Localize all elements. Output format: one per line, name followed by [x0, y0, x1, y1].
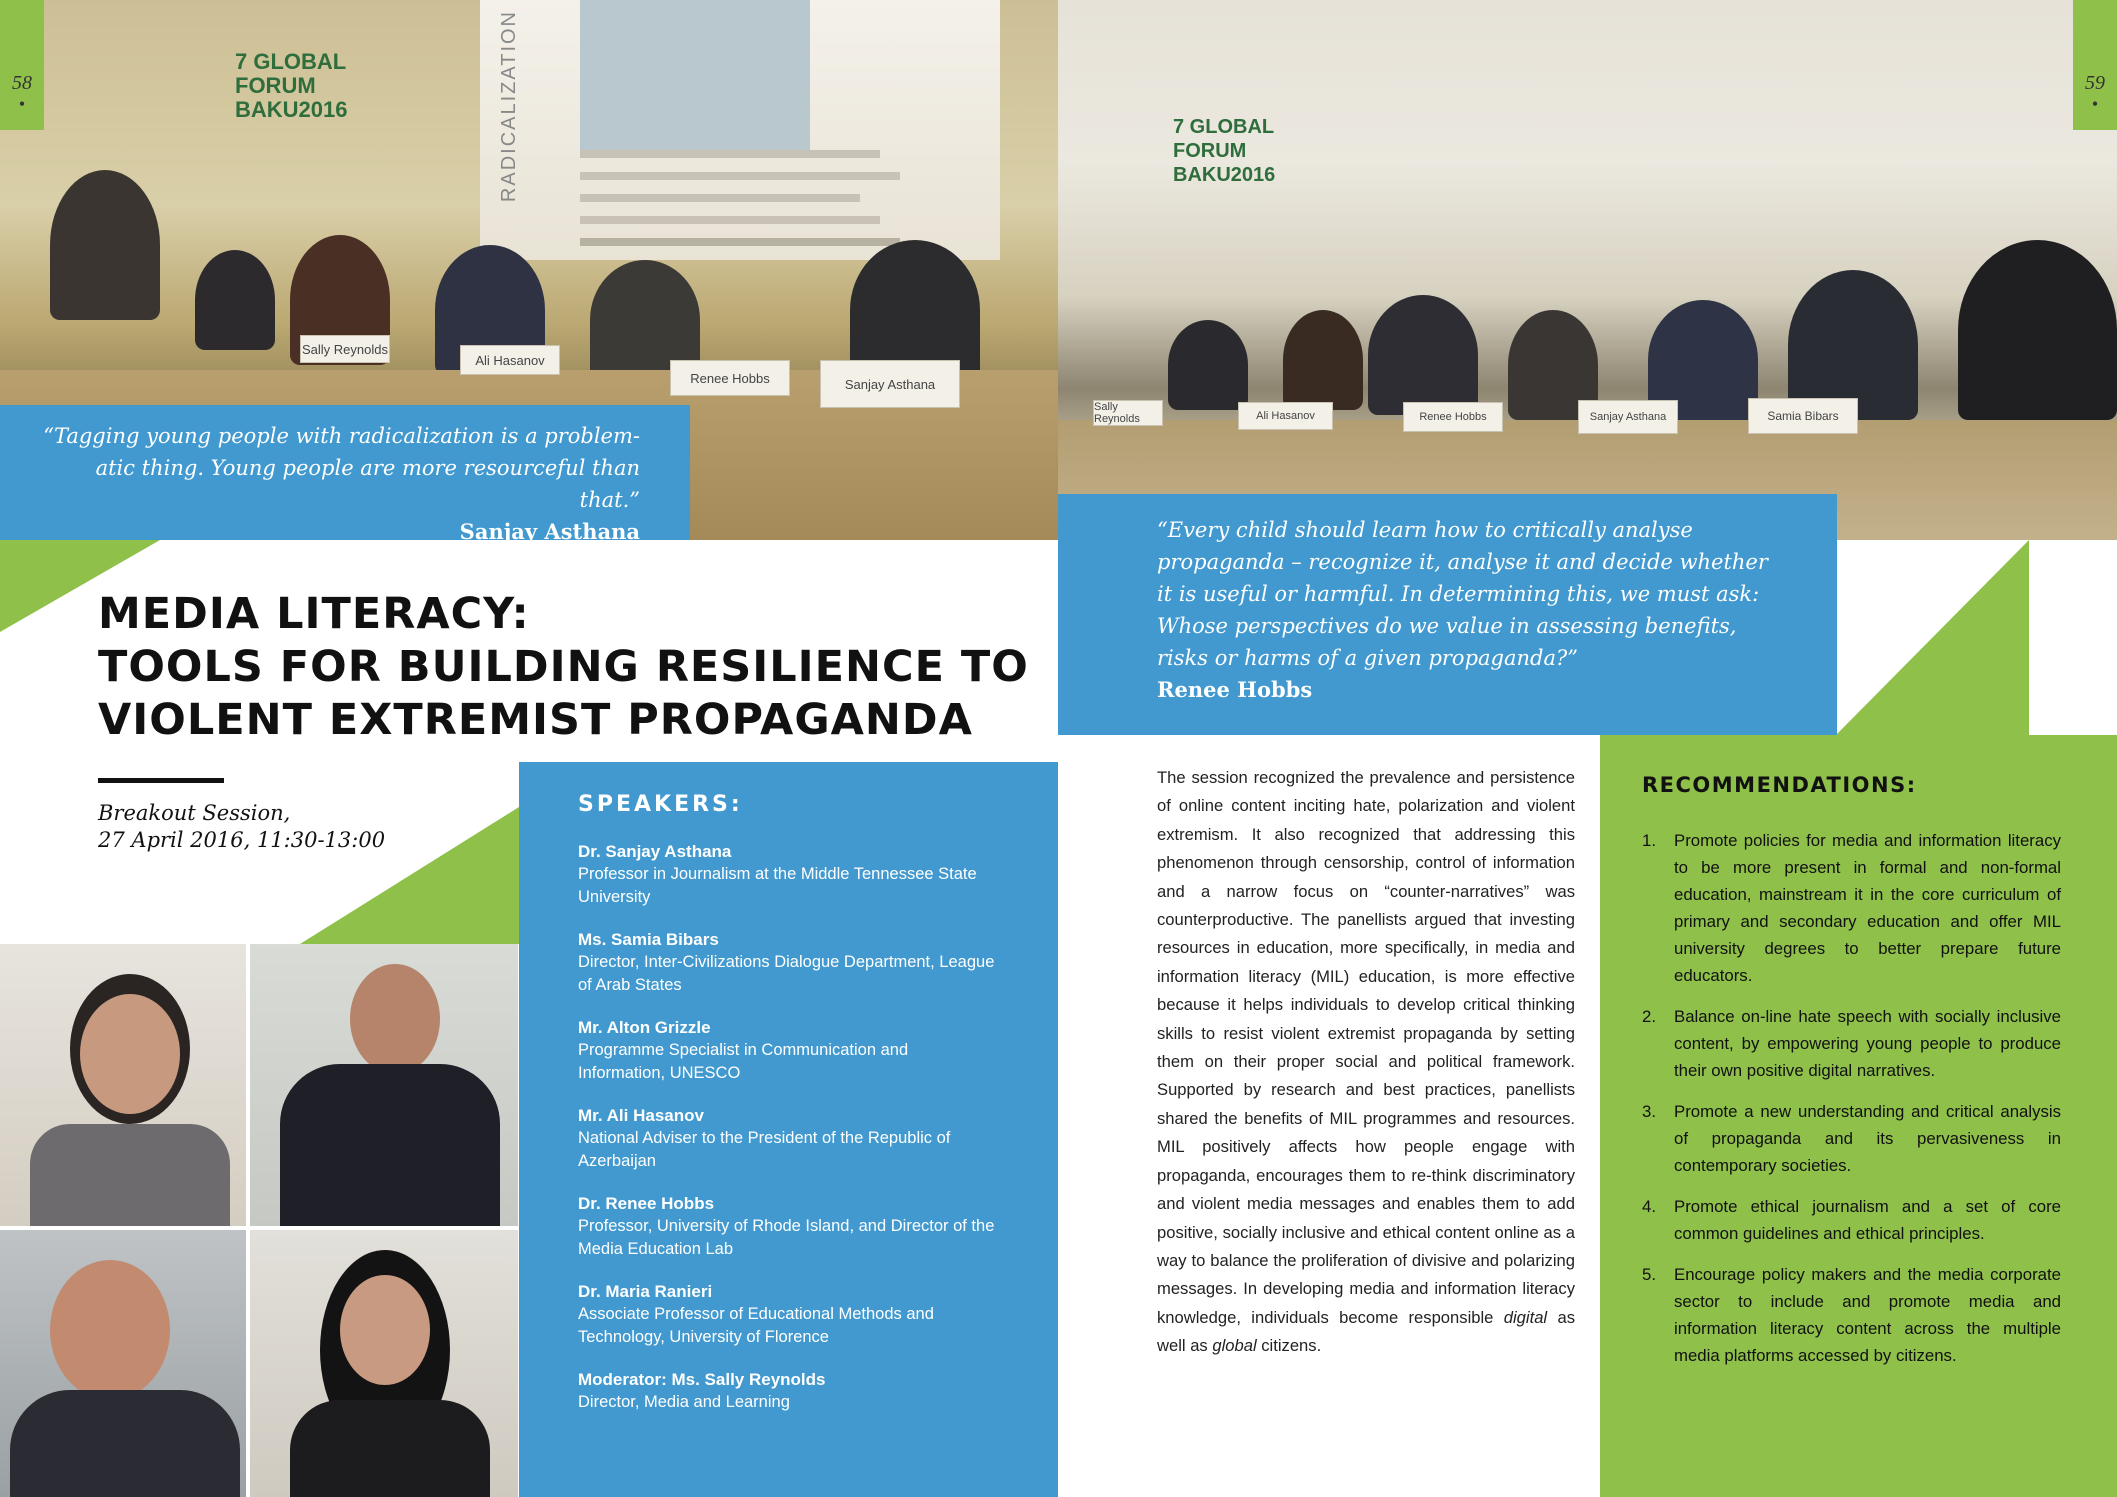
session-info: Breakout Session, 27 April 2016, 11:30-13:00: [98, 801, 386, 852]
recommendations-panel: [1600, 735, 2117, 1497]
speaker-entry: [578, 1105, 1058, 1173]
speaker-photo-grizzle: [0, 1230, 246, 1497]
nameplate: Sally Reynolds: [1093, 400, 1163, 426]
speaker-photo-bibars: [0, 944, 246, 1226]
speaker-name: Moderator: Ms. Sally Reynolds: [578, 1370, 826, 1389]
speaker-entry: [578, 841, 1058, 909]
speaker-entry: [578, 1017, 1058, 1085]
speaker-name: Mr. Ali Hasanov: [578, 1106, 704, 1125]
speaker-name: Dr. Maria Ranieri: [578, 1282, 713, 1301]
page-number-right: 59 •: [2073, 0, 2117, 130]
screen-heading: RADICALIZATION: [498, 10, 520, 203]
list-item: 1. Promote policies for media and information literacy to be more present in formal and non-formal education, mainstream it in the core curriculum of primary and secondary education and offer MIL university degrees to better prepare future educators.: [1642, 831, 2061, 985]
nameplate: Sally Reynolds: [300, 335, 390, 363]
speaker-role: Professor, University of Rhode Island, and Director of the Media Education Lab: [578, 1217, 995, 1258]
speaker-role: Associate Professor of Educational Methods and Technology, University of Florence: [578, 1305, 934, 1346]
recommendations-heading: RECOMMENDATIONS:: [1642, 773, 1917, 797]
speaker-role: Professor in Journalism at the Middle Tennessee State University: [578, 865, 977, 906]
speaker-name: Mr. Alton Grizzle: [578, 1018, 711, 1037]
session-summary: The session recognized the prevalence and persistence of online content inciting hate, polarization and violent extremism. It also recognized that addressing this phenomenon through censorship, control of information and a narrow focus on “counter-narratives” was counterproductive. The panellists argued that investing resources in education, more specifically, in media and information literacy (MIL) education, is more effective because it helps individuals to develop critical thinking skills to resist violent extremist propaganda by setting them on their proper social and political framework. Supported by research and best practices, panellists shared the benefits of MIL programmes and resources. MIL positively affects how people engage with propaganda, encourages them to re-think discriminatory and violent media messages and enables them to add positive, socially inclusive and ethical content online as a way to balance the proliferation of divisive and polarizing messages. In developing media and information literacy knowledge, individuals become responsible digital as well as global citizens.: [1157, 768, 1575, 1356]
forum-banner-left: 7 GLOBAL FORUM BAKU2016: [235, 49, 348, 122]
pull-quote-hobbs: [1058, 494, 1837, 735]
panel-photo-right: [1058, 0, 2117, 540]
list-item: 2. Balance on-line hate speech with socially inclusive content, by empowering young people to produce their own positive digital narratives.: [1642, 1007, 2061, 1080]
page-title: MEDIA LITERACY: TOOLS FOR BUILDING RESILIENCE TO VIOLENT EXTREMIST PROPAGANDA: [98, 589, 1029, 745]
speakers-panel: [519, 762, 1058, 1497]
speaker-role: Director, Media and Learning: [578, 1393, 790, 1411]
nameplate: Renee Hobbs: [670, 360, 790, 396]
nameplate: Sanjay Asthana: [820, 360, 960, 408]
quote-text: “Tagging young people with radicalization is a problem-atic thing. Young people are more resourceful than that.”: [43, 424, 640, 512]
page-number-left: 58 •: [0, 0, 44, 130]
decor-triangle: [1836, 540, 2029, 735]
speakers-heading: SPEAKERS:: [578, 792, 743, 817]
speaker-entry: [578, 1369, 1058, 1414]
quote-author: Renee Hobbs: [1157, 677, 1313, 702]
speaker-role: Programme Specialist in Communication and Information, UNESCO: [578, 1041, 909, 1082]
nameplate: Renee Hobbs: [1403, 402, 1503, 432]
title-rule: [98, 778, 224, 783]
speaker-name: Dr. Renee Hobbs: [578, 1194, 715, 1213]
list-item: 5. Encourage policy makers and the media corporate sector to include and promote media and information literacy content across the multiple media platforms accessed by citizens.: [1642, 1265, 2061, 1365]
projection-screen: [480, 0, 1000, 260]
speaker-entry: [578, 1281, 1058, 1349]
speaker-role: Director, Inter-Civilizations Dialogue Department, League of Arab States: [578, 953, 995, 994]
pull-quote-asthana: [0, 405, 690, 544]
recommendations-list: [1642, 827, 2061, 1369]
speaker-role: National Adviser to the President of the Republic of Azerbaijan: [578, 1129, 951, 1170]
nameplate: Ali Hasanov: [1238, 402, 1333, 430]
speaker-name: Dr. Sanjay Asthana: [578, 842, 732, 861]
quote-author: Sanjay Asthana: [459, 519, 640, 544]
speaker-entry: [578, 929, 1058, 997]
speaker-name: Ms. Samia Bibars: [578, 930, 719, 949]
list-item: 3. Promote a new understanding and critical analysis of propaganda and its pervasiveness in contemporary societies.: [1642, 1102, 2061, 1175]
speaker-photo-hasanov: [250, 944, 518, 1226]
nameplate: Ali Hasanov: [460, 345, 560, 375]
list-item: 4. Promote ethical journalism and a set of core common guidelines and ethical principles.: [1642, 1197, 2061, 1243]
nameplate: Samia Bibars: [1748, 398, 1858, 434]
speaker-photo-ranieri: [250, 1230, 518, 1497]
speaker-entry: [578, 1193, 1058, 1261]
quote-text: “Every child should learn how to critically analyse propaganda – recognize it, analyse it and decide whether it is useful or harmful. In determining this, we must ask: Whose perspectives do we value in assessing benefits, risks or harms of a given propaganda?”: [1157, 518, 1768, 670]
nameplate: Sanjay Asthana: [1578, 400, 1678, 434]
forum-banner-right: 7 GLOBAL FORUM BAKU2016: [1173, 116, 1276, 186]
